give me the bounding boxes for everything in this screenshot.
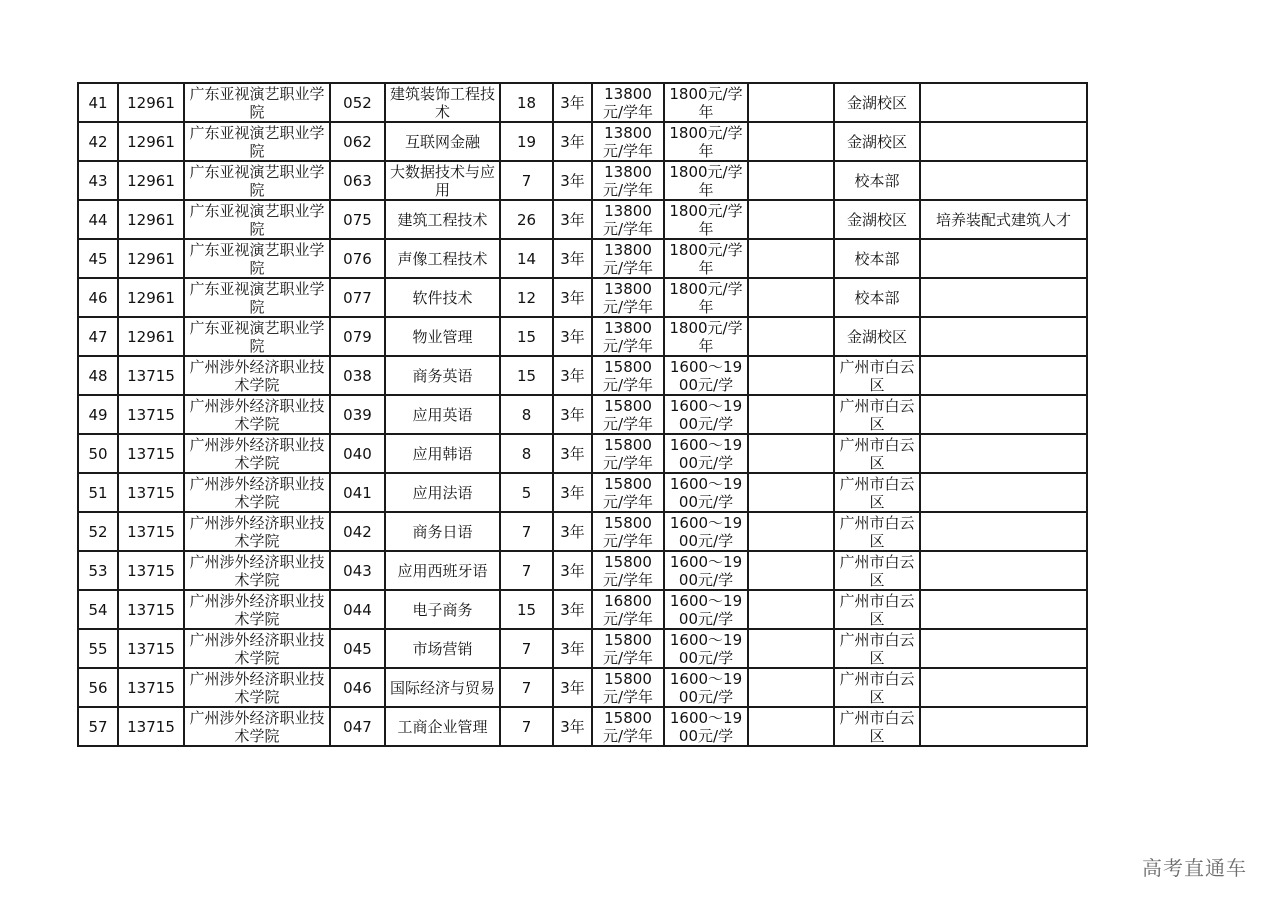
campus-cell: 广州市白云区 — [834, 473, 920, 512]
duration-cell: 3年 — [553, 239, 592, 278]
tuition-cell: 16800元/学年 — [592, 590, 664, 629]
table-row — [78, 356, 1087, 395]
plan-count-cell: 18 — [500, 83, 553, 122]
campus-cell: 金湖校区 — [834, 200, 920, 239]
major-name-cell: 应用西班牙语 — [385, 551, 500, 590]
note-cell — [920, 590, 1087, 629]
school-code-cell: 12961 — [118, 239, 184, 278]
extra-cell — [748, 551, 834, 590]
note-cell — [920, 434, 1087, 473]
tuition-cell: 15800元/学年 — [592, 668, 664, 707]
table-row — [78, 707, 1087, 746]
duration-cell: 3年 — [553, 668, 592, 707]
book-fee-cell: 1800元/学年 — [664, 83, 748, 122]
duration-cell: 3年 — [553, 317, 592, 356]
row-number-cell: 50 — [78, 434, 118, 473]
campus-cell: 校本部 — [834, 161, 920, 200]
book-fee-cell: 1600～1900元/学 — [664, 512, 748, 551]
book-fee-cell: 1600～1900元/学 — [664, 551, 748, 590]
campus-cell: 广州市白云区 — [834, 668, 920, 707]
school-code-cell: 12961 — [118, 317, 184, 356]
note-cell — [920, 278, 1087, 317]
table-row — [78, 590, 1087, 629]
tuition-cell: 15800元/学年 — [592, 707, 664, 746]
row-number-cell: 49 — [78, 395, 118, 434]
duration-cell: 3年 — [553, 590, 592, 629]
major-name-cell: 商务英语 — [385, 356, 500, 395]
major-code-cell: 062 — [330, 122, 385, 161]
school-name-cell: 广东亚视演艺职业学院 — [184, 122, 330, 161]
major-code-cell: 075 — [330, 200, 385, 239]
tuition-cell: 13800元/学年 — [592, 239, 664, 278]
tuition-cell: 13800元/学年 — [592, 317, 664, 356]
plan-count-cell: 15 — [500, 356, 553, 395]
book-fee-cell: 1600～1900元/学 — [664, 668, 748, 707]
book-fee-cell: 1800元/学年 — [664, 200, 748, 239]
school-code-cell: 13715 — [118, 512, 184, 551]
book-fee-cell: 1800元/学年 — [664, 317, 748, 356]
extra-cell — [748, 278, 834, 317]
tuition-cell: 15800元/学年 — [592, 512, 664, 551]
campus-cell: 广州市白云区 — [834, 356, 920, 395]
extra-cell — [748, 356, 834, 395]
major-name-cell: 建筑工程技术 — [385, 200, 500, 239]
major-code-cell: 038 — [330, 356, 385, 395]
table-row — [78, 551, 1087, 590]
plan-count-cell: 8 — [500, 434, 553, 473]
extra-cell — [748, 395, 834, 434]
school-code-cell: 13715 — [118, 356, 184, 395]
row-number-cell: 55 — [78, 629, 118, 668]
major-name-cell: 建筑装饰工程技术 — [385, 83, 500, 122]
school-code-cell: 13715 — [118, 395, 184, 434]
plan-count-cell: 12 — [500, 278, 553, 317]
school-name-cell: 广东亚视演艺职业学院 — [184, 278, 330, 317]
book-fee-cell: 1600～1900元/学 — [664, 707, 748, 746]
book-fee-cell: 1600～1900元/学 — [664, 590, 748, 629]
school-name-cell: 广州涉外经济职业技术学院 — [184, 668, 330, 707]
note-cell — [920, 707, 1087, 746]
major-code-cell: 047 — [330, 707, 385, 746]
duration-cell: 3年 — [553, 200, 592, 239]
note-cell — [920, 395, 1087, 434]
plan-count-cell: 7 — [500, 629, 553, 668]
table-row — [78, 434, 1087, 473]
row-number-cell: 46 — [78, 278, 118, 317]
major-name-cell: 工商企业管理 — [385, 707, 500, 746]
tuition-cell: 15800元/学年 — [592, 356, 664, 395]
note-cell — [920, 83, 1087, 122]
campus-cell: 广州市白云区 — [834, 590, 920, 629]
major-name-cell: 商务日语 — [385, 512, 500, 551]
plan-count-cell: 7 — [500, 707, 553, 746]
tuition-cell: 15800元/学年 — [592, 551, 664, 590]
table-row — [78, 122, 1087, 161]
campus-cell: 校本部 — [834, 239, 920, 278]
extra-cell — [748, 83, 834, 122]
campus-cell: 广州市白云区 — [834, 629, 920, 668]
note-cell — [920, 356, 1087, 395]
book-fee-cell: 1800元/学年 — [664, 161, 748, 200]
book-fee-cell: 1800元/学年 — [664, 278, 748, 317]
school-name-cell: 广州涉外经济职业技术学院 — [184, 434, 330, 473]
school-code-cell: 12961 — [118, 83, 184, 122]
plan-count-cell: 5 — [500, 473, 553, 512]
school-name-cell: 广东亚视演艺职业学院 — [184, 161, 330, 200]
duration-cell: 3年 — [553, 356, 592, 395]
campus-cell: 广州市白云区 — [834, 395, 920, 434]
table-row — [78, 395, 1087, 434]
watermark-text: 高考直通车 — [1142, 856, 1247, 880]
extra-cell — [748, 668, 834, 707]
extra-cell — [748, 590, 834, 629]
extra-cell — [748, 473, 834, 512]
table-row — [78, 668, 1087, 707]
row-number-cell: 45 — [78, 239, 118, 278]
book-fee-cell: 1600～1900元/学 — [664, 473, 748, 512]
plan-count-cell: 26 — [500, 200, 553, 239]
duration-cell: 3年 — [553, 83, 592, 122]
school-name-cell: 广州涉外经济职业技术学院 — [184, 395, 330, 434]
campus-cell: 广州市白云区 — [834, 707, 920, 746]
book-fee-cell: 1600～1900元/学 — [664, 434, 748, 473]
table-row — [78, 239, 1087, 278]
school-code-cell: 13715 — [118, 707, 184, 746]
major-name-cell: 电子商务 — [385, 590, 500, 629]
tuition-cell: 15800元/学年 — [592, 395, 664, 434]
duration-cell: 3年 — [553, 122, 592, 161]
plan-count-cell: 7 — [500, 551, 553, 590]
school-code-cell: 13715 — [118, 434, 184, 473]
table-body — [78, 83, 1087, 746]
major-name-cell: 应用法语 — [385, 473, 500, 512]
row-number-cell: 44 — [78, 200, 118, 239]
row-number-cell: 51 — [78, 473, 118, 512]
school-code-cell: 13715 — [118, 551, 184, 590]
row-number-cell: 56 — [78, 668, 118, 707]
enrollment-table — [77, 82, 1088, 747]
note-cell — [920, 668, 1087, 707]
note-cell: 培养装配式建筑人才 — [920, 200, 1087, 239]
plan-count-cell: 8 — [500, 395, 553, 434]
major-code-cell: 045 — [330, 629, 385, 668]
duration-cell: 3年 — [553, 473, 592, 512]
row-number-cell: 57 — [78, 707, 118, 746]
duration-cell: 3年 — [553, 434, 592, 473]
campus-cell: 广州市白云区 — [834, 551, 920, 590]
tuition-cell: 15800元/学年 — [592, 434, 664, 473]
extra-cell — [748, 317, 834, 356]
extra-cell — [748, 122, 834, 161]
school-code-cell: 13715 — [118, 473, 184, 512]
school-code-cell: 13715 — [118, 590, 184, 629]
tuition-cell: 13800元/学年 — [592, 161, 664, 200]
major-name-cell: 互联网金融 — [385, 122, 500, 161]
duration-cell: 3年 — [553, 512, 592, 551]
school-name-cell: 广州涉外经济职业技术学院 — [184, 590, 330, 629]
row-number-cell: 48 — [78, 356, 118, 395]
table-row — [78, 161, 1087, 200]
major-code-cell: 046 — [330, 668, 385, 707]
major-name-cell: 市场营销 — [385, 629, 500, 668]
campus-cell: 金湖校区 — [834, 122, 920, 161]
plan-count-cell: 7 — [500, 668, 553, 707]
duration-cell: 3年 — [553, 629, 592, 668]
major-code-cell: 042 — [330, 512, 385, 551]
school-code-cell: 12961 — [118, 161, 184, 200]
plan-count-cell: 15 — [500, 590, 553, 629]
table-row — [78, 512, 1087, 551]
major-name-cell: 软件技术 — [385, 278, 500, 317]
major-code-cell: 076 — [330, 239, 385, 278]
extra-cell — [748, 629, 834, 668]
major-code-cell: 044 — [330, 590, 385, 629]
major-code-cell: 052 — [330, 83, 385, 122]
school-name-cell: 广州涉外经济职业技术学院 — [184, 473, 330, 512]
duration-cell: 3年 — [553, 707, 592, 746]
row-number-cell: 47 — [78, 317, 118, 356]
major-code-cell: 041 — [330, 473, 385, 512]
campus-cell: 广州市白云区 — [834, 434, 920, 473]
major-code-cell: 079 — [330, 317, 385, 356]
table-row — [78, 317, 1087, 356]
school-code-cell: 13715 — [118, 668, 184, 707]
school-code-cell: 12961 — [118, 200, 184, 239]
school-name-cell: 广州涉外经济职业技术学院 — [184, 707, 330, 746]
plan-count-cell: 7 — [500, 161, 553, 200]
school-name-cell: 广东亚视演艺职业学院 — [184, 317, 330, 356]
row-number-cell: 43 — [78, 161, 118, 200]
school-name-cell: 广州涉外经济职业技术学院 — [184, 551, 330, 590]
plan-count-cell: 7 — [500, 512, 553, 551]
row-number-cell: 53 — [78, 551, 118, 590]
table-row — [78, 473, 1087, 512]
extra-cell — [748, 200, 834, 239]
major-name-cell: 大数据技术与应用 — [385, 161, 500, 200]
book-fee-cell: 1600～1900元/学 — [664, 629, 748, 668]
table-row — [78, 278, 1087, 317]
tuition-cell: 13800元/学年 — [592, 278, 664, 317]
duration-cell: 3年 — [553, 278, 592, 317]
school-name-cell: 广东亚视演艺职业学院 — [184, 239, 330, 278]
note-cell — [920, 317, 1087, 356]
note-cell — [920, 239, 1087, 278]
major-code-cell: 063 — [330, 161, 385, 200]
major-name-cell: 声像工程技术 — [385, 239, 500, 278]
row-number-cell: 41 — [78, 83, 118, 122]
note-cell — [920, 161, 1087, 200]
major-code-cell: 040 — [330, 434, 385, 473]
note-cell — [920, 512, 1087, 551]
duration-cell: 3年 — [553, 161, 592, 200]
row-number-cell: 52 — [78, 512, 118, 551]
extra-cell — [748, 707, 834, 746]
tuition-cell: 13800元/学年 — [592, 200, 664, 239]
row-number-cell: 54 — [78, 590, 118, 629]
extra-cell — [748, 239, 834, 278]
school-name-cell: 广东亚视演艺职业学院 — [184, 83, 330, 122]
plan-count-cell: 15 — [500, 317, 553, 356]
extra-cell — [748, 434, 834, 473]
school-code-cell: 12961 — [118, 278, 184, 317]
plan-count-cell: 19 — [500, 122, 553, 161]
note-cell — [920, 629, 1087, 668]
tuition-cell: 15800元/学年 — [592, 629, 664, 668]
note-cell — [920, 473, 1087, 512]
campus-cell: 广州市白云区 — [834, 512, 920, 551]
row-number-cell: 42 — [78, 122, 118, 161]
table-row — [78, 200, 1087, 239]
book-fee-cell: 1800元/学年 — [664, 122, 748, 161]
major-name-cell: 物业管理 — [385, 317, 500, 356]
book-fee-cell: 1600～1900元/学 — [664, 395, 748, 434]
major-code-cell: 039 — [330, 395, 385, 434]
table-row — [78, 83, 1087, 122]
major-code-cell: 077 — [330, 278, 385, 317]
note-cell — [920, 551, 1087, 590]
extra-cell — [748, 512, 834, 551]
table-row — [78, 629, 1087, 668]
school-name-cell: 广州涉外经济职业技术学院 — [184, 512, 330, 551]
school-code-cell: 12961 — [118, 122, 184, 161]
school-name-cell: 广州涉外经济职业技术学院 — [184, 356, 330, 395]
school-code-cell: 13715 — [118, 629, 184, 668]
campus-cell: 金湖校区 — [834, 83, 920, 122]
duration-cell: 3年 — [553, 395, 592, 434]
school-name-cell: 广州涉外经济职业技术学院 — [184, 629, 330, 668]
tuition-cell: 15800元/学年 — [592, 473, 664, 512]
tuition-cell: 13800元/学年 — [592, 122, 664, 161]
major-name-cell: 应用英语 — [385, 395, 500, 434]
tuition-cell: 13800元/学年 — [592, 83, 664, 122]
major-code-cell: 043 — [330, 551, 385, 590]
campus-cell: 金湖校区 — [834, 317, 920, 356]
school-name-cell: 广东亚视演艺职业学院 — [184, 200, 330, 239]
campus-cell: 校本部 — [834, 278, 920, 317]
major-name-cell: 应用韩语 — [385, 434, 500, 473]
extra-cell — [748, 161, 834, 200]
major-name-cell: 国际经济与贸易 — [385, 668, 500, 707]
book-fee-cell: 1800元/学年 — [664, 239, 748, 278]
plan-count-cell: 14 — [500, 239, 553, 278]
duration-cell: 3年 — [553, 551, 592, 590]
book-fee-cell: 1600～1900元/学 — [664, 356, 748, 395]
note-cell — [920, 122, 1087, 161]
